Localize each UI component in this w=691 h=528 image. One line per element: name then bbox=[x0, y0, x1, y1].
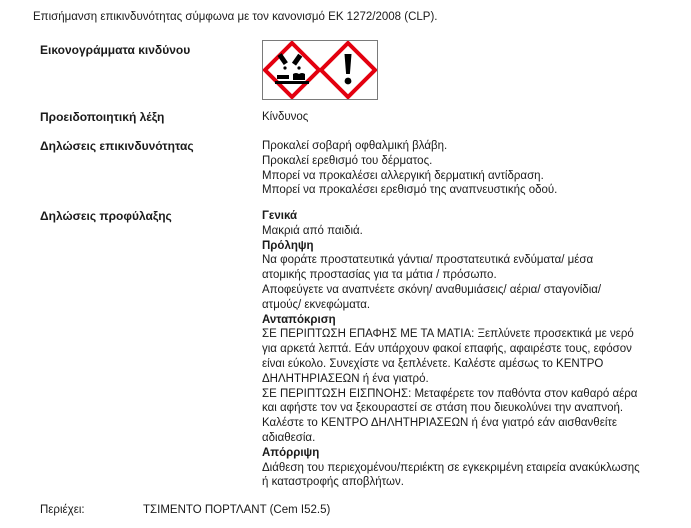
signal-word-label: Προειδοποιητική λέξη bbox=[40, 110, 165, 124]
response-line: αδιαθεσία. bbox=[262, 431, 316, 444]
general-heading: Γενικά bbox=[262, 210, 298, 222]
disposal-line: Διάθεση του περιεχομένου/περιέκτη σε εγκεκριμένη εταιρεία ανακύκλωσης bbox=[262, 461, 640, 474]
prevention-line: ατμούς/ εκνεφώματα. bbox=[262, 298, 371, 311]
prevention-line: ατομικής προστασίας για τα μάτια / πρόσωπο. bbox=[262, 269, 497, 282]
contains-value: ΤΣΙΜΕΝΤΟ ΠΟΡΤΛΑΝΤ (Cem I52.5) bbox=[143, 504, 331, 516]
contains-label: Περιέχει: bbox=[40, 504, 85, 516]
response-line: ΣΕ ΠΕΡΙΠΤΩΣΗ ΕΙΣΠΝΟΗΣ: Μεταφέρετε τον παθόντα στον καθαρό αέρα bbox=[262, 387, 638, 400]
general-line: Μακριά από παιδιά. bbox=[262, 224, 363, 237]
hazard-pictograms bbox=[262, 40, 378, 100]
hazard-statements-label: Δηλώσεις επικινδυνότητας bbox=[40, 139, 194, 153]
hazard-line: Μπορεί να προκαλέσει ερεθισμό της αναπνευστικής οδού. bbox=[262, 184, 558, 197]
pictogram-row bbox=[263, 41, 377, 99]
hazard-line: Προκαλεί σοβαρή οφθαλμική βλάβη. bbox=[262, 140, 448, 152]
response-line: ΣΕ ΠΕΡΙΠΤΩΣΗ ΕΠΑΦΗΣ ΜΕ ΤΑ ΜΑΤΙΑ: Ξεπλύνετε προσεκτικά με νερό bbox=[262, 328, 634, 341]
precaution-statements bbox=[262, 209, 672, 490]
hazard-line: Προκαλεί ερεθισμό του δέρματος. bbox=[262, 154, 433, 167]
response-line: και αφήστε τον να ξεκουραστεί σε στάση που διευκολύνει την αναπνοή. bbox=[262, 402, 624, 415]
response-heading: Ανταπόκριση bbox=[262, 313, 336, 326]
precaution-label: Δηλώσεις προφύλαξης bbox=[40, 209, 172, 223]
prevention-heading: Πρόληψη bbox=[262, 239, 314, 252]
response-line: Καλέστε το ΚΕΝΤΡΟ ΔΗΛΗΤΗΡΙΑΣΕΩΝ ή ένα γιατρό εάν αισθανθείτε bbox=[262, 417, 618, 430]
disposal-line: ή καταστροφής αποβλήτων. bbox=[262, 476, 404, 489]
disposal-heading: Απόρριψη bbox=[262, 446, 320, 459]
exclamation-mark-icon bbox=[321, 43, 375, 97]
prevention-line: Αποφεύγετε να αναπνέετε σκόνη/ αναθυμιάσεις/ αέρια/ σταγονίδια/ bbox=[262, 283, 602, 296]
response-line: ΔΗΛΗΤΗΡΙΑΣΕΩΝ ή ένα γιατρό. bbox=[262, 372, 429, 385]
hazard-line: Μπορεί να προκαλέσει αλλεργική δερματική αντίδραση. bbox=[262, 169, 544, 182]
hazard-statements bbox=[262, 139, 672, 198]
prevention-line: Να φοράτε προστατευτικά γάντια/ προστατευτικά ενδύματα/ μέσα bbox=[262, 254, 594, 267]
pictograms-label: Εικονογράμματα κινδύνου bbox=[40, 43, 191, 57]
corrosion-icon bbox=[265, 43, 319, 97]
response-line: για αρκετά λεπτά. Εάν υπάρχουν φακοί επαφής, αφαιρέστε τους, εφόσον bbox=[262, 343, 632, 356]
intro-text: Επισήμανση επικινδυνότητας σύμφωνα με τον κανονισμό ΕΚ 1272/2008 (CLP). bbox=[33, 11, 438, 23]
response-line: είναι εύκολο. Συνεχίστε να ξεπλένετε. Καλέστε αμέσως το ΚΕΝΤΡΟ bbox=[262, 357, 604, 370]
signal-word-value: Κίνδυνος bbox=[262, 111, 309, 123]
